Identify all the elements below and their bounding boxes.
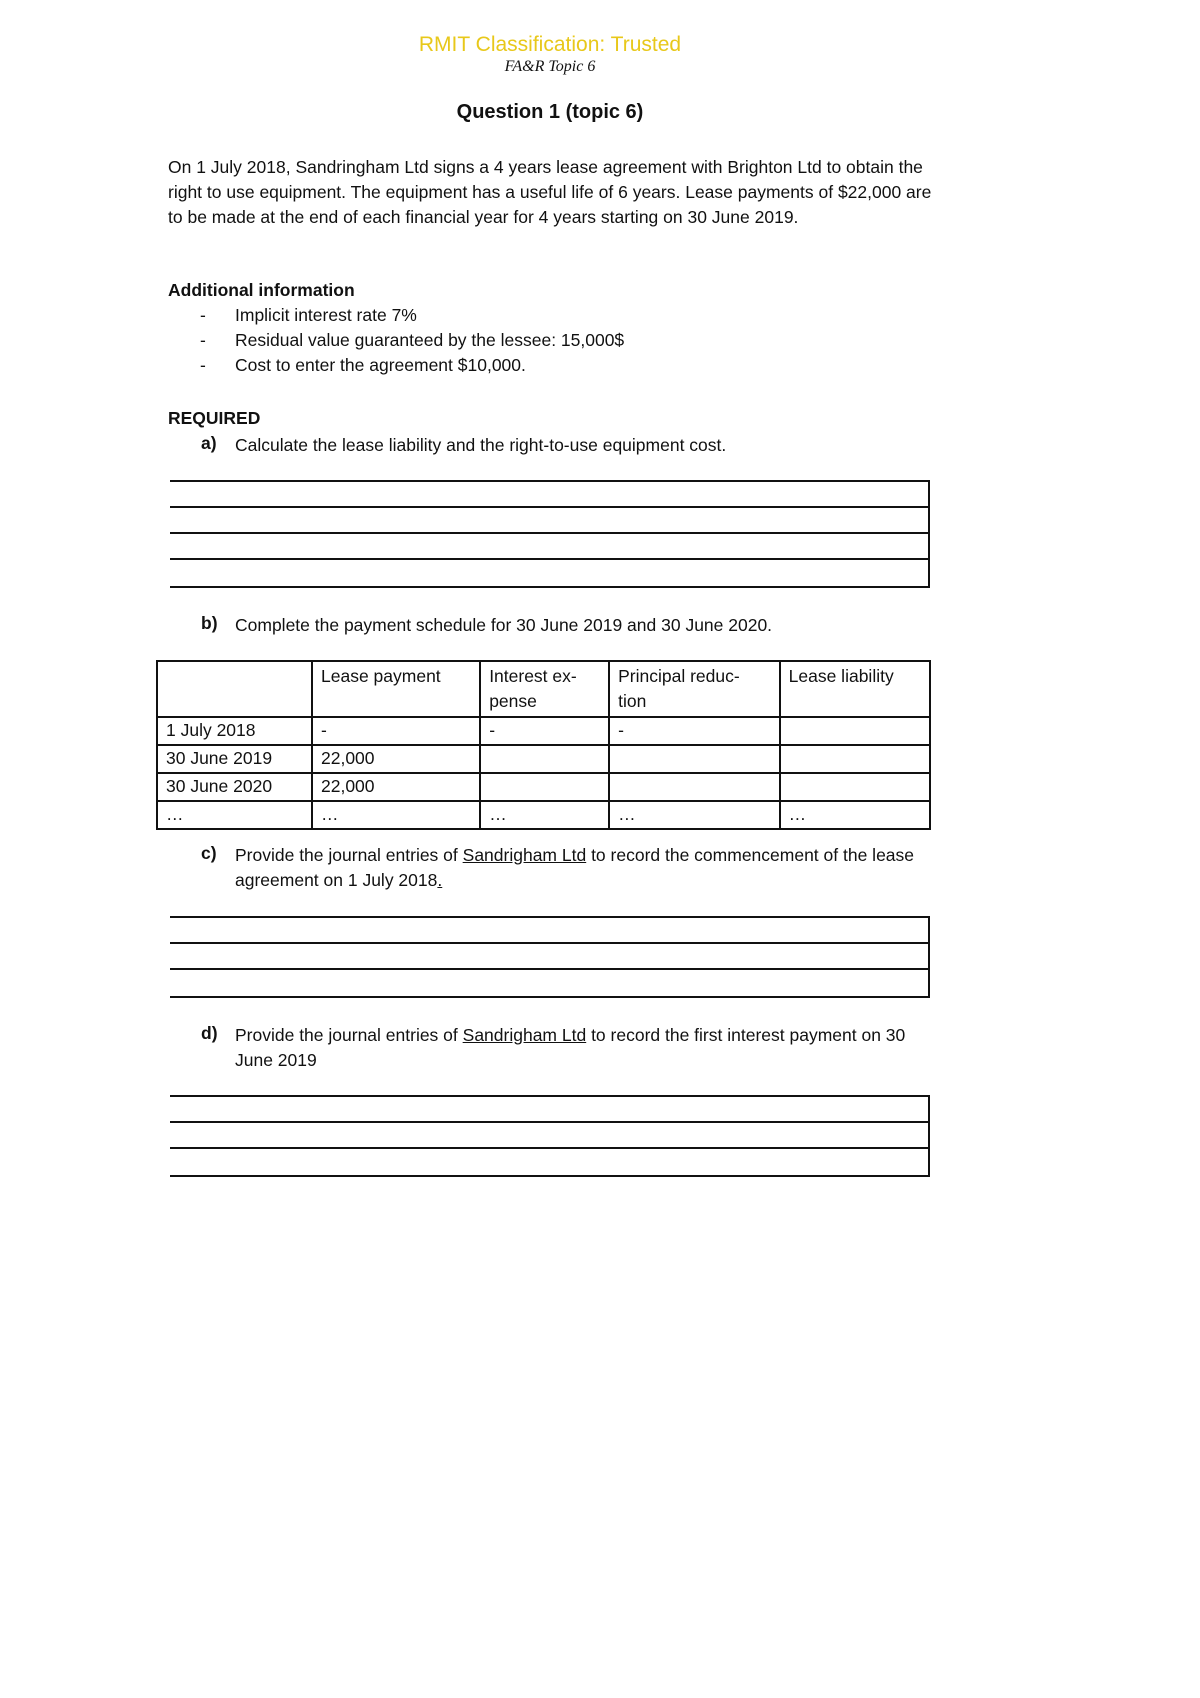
lease-payment-cell[interactable]: … <box>312 801 480 829</box>
interest-expense-cell[interactable] <box>480 773 609 801</box>
principal-reduction-cell[interactable]: … <box>609 801 780 829</box>
header-cell-lease-payment <box>312 661 480 717</box>
item-c-text <box>235 843 945 893</box>
lease-payment-cell[interactable]: - <box>312 717 480 745</box>
header-text: Lease payment <box>321 666 441 686</box>
question-title: Question 1 (topic 6) <box>456 101 644 123</box>
principal-reduction-cell[interactable] <box>609 773 780 801</box>
item-text-part: . <box>437 870 443 890</box>
principal-reduction-cell[interactable]: - <box>609 717 780 745</box>
principal-reduction-cell[interactable] <box>609 745 780 773</box>
bullet-marker: - <box>200 355 206 375</box>
lease-liability-cell[interactable] <box>780 745 930 773</box>
answer-line[interactable] <box>170 482 928 508</box>
answer-box-a[interactable] <box>170 480 930 588</box>
header-text: pense <box>489 691 537 711</box>
date-cell: 1 July 2018 <box>157 717 312 745</box>
lease-liability-cell[interactable] <box>780 773 930 801</box>
lease-liability-cell[interactable]: … <box>780 801 930 829</box>
answer-line[interactable] <box>170 1123 928 1149</box>
interest-expense-cell[interactable]: - <box>480 717 609 745</box>
company-name: Sandrigham Ltd <box>462 845 587 865</box>
header-text: tion <box>618 691 647 711</box>
required-heading: REQUIRED <box>168 408 261 428</box>
answer-box-c[interactable] <box>170 916 930 998</box>
item-text-part: Provide the journal entries of <box>235 1025 463 1045</box>
answer-line[interactable] <box>170 1149 928 1175</box>
intro-paragraph: On 1 July 2018, Sandringham Ltd signs a 4 years lease agreement with Brighton Ltd to obtain the right to use equipment. The equipment has a useful life of 6 years. Lease payments of $22,000 are to be made at the end of each financial year for 4 years starting on 30 June 2019. <box>168 157 932 227</box>
header-cell-principal-reduction <box>609 661 780 717</box>
interest-expense-cell[interactable] <box>480 745 609 773</box>
answer-line[interactable] <box>170 944 928 970</box>
lease-payment-cell[interactable]: 22,000 <box>312 773 480 801</box>
lease-liability-cell[interactable] <box>780 717 930 745</box>
table-row <box>157 773 930 801</box>
topic-subheader: FA&R Topic 6 <box>504 58 596 75</box>
item-c-letter: c) <box>201 843 217 863</box>
table-header-row <box>157 661 930 717</box>
table-row <box>157 801 930 829</box>
answer-line[interactable] <box>170 918 928 944</box>
answer-line[interactable] <box>170 1097 928 1123</box>
header-text: Principal reduc- <box>618 666 740 686</box>
item-b-text: Complete the payment schedule for 30 June 2019 and 30 June 2020. <box>235 615 773 635</box>
header-cell-blank <box>157 661 312 717</box>
item-d-letter: d) <box>201 1023 218 1043</box>
header-text: Interest ex- <box>489 666 577 686</box>
item-text-part: Provide the journal entries of <box>235 845 463 865</box>
item-d-text <box>235 1023 945 1073</box>
lease-payment-cell[interactable]: 22,000 <box>312 745 480 773</box>
answer-line[interactable] <box>170 508 928 534</box>
header-cell-lease-liability <box>780 661 930 717</box>
payment-schedule-table <box>156 660 931 830</box>
bullet-marker: - <box>200 305 206 325</box>
table-row <box>157 717 930 745</box>
item-b-letter: b) <box>201 613 218 633</box>
interest-expense-cell[interactable]: … <box>480 801 609 829</box>
classification-label: RMIT Classification: Trusted <box>418 33 682 56</box>
additional-item-residual-value: Residual value guaranteed by the lessee: 15,000$ <box>235 330 625 350</box>
item-text-part: to record the commencement of the lease agreement on 1 July 2018 <box>235 845 915 890</box>
answer-line[interactable] <box>170 560 928 586</box>
additional-info-heading: Additional information <box>168 280 355 300</box>
table-row <box>157 745 930 773</box>
date-cell: 30 June 2020 <box>157 773 312 801</box>
date-cell: 30 June 2019 <box>157 745 312 773</box>
header-cell-interest-expense <box>480 661 609 717</box>
answer-line[interactable] <box>170 534 928 560</box>
answer-line[interactable] <box>170 970 928 996</box>
company-name: Sandrigham Ltd <box>462 1025 587 1045</box>
bullet-marker: - <box>200 330 206 350</box>
item-a-letter: a) <box>201 433 217 453</box>
header-text: Lease liability <box>788 666 894 686</box>
item-a-text: Calculate the lease liability and the right-to-use equipment cost. <box>235 435 727 455</box>
date-cell: … <box>157 801 312 829</box>
answer-box-d[interactable] <box>170 1095 930 1177</box>
additional-item-interest-rate: Implicit interest rate 7% <box>235 305 417 325</box>
additional-item-cost: Cost to enter the agreement $10,000. <box>235 355 526 375</box>
item-text-part: to record the first interest payment on 30 June 2019 <box>235 1025 906 1070</box>
